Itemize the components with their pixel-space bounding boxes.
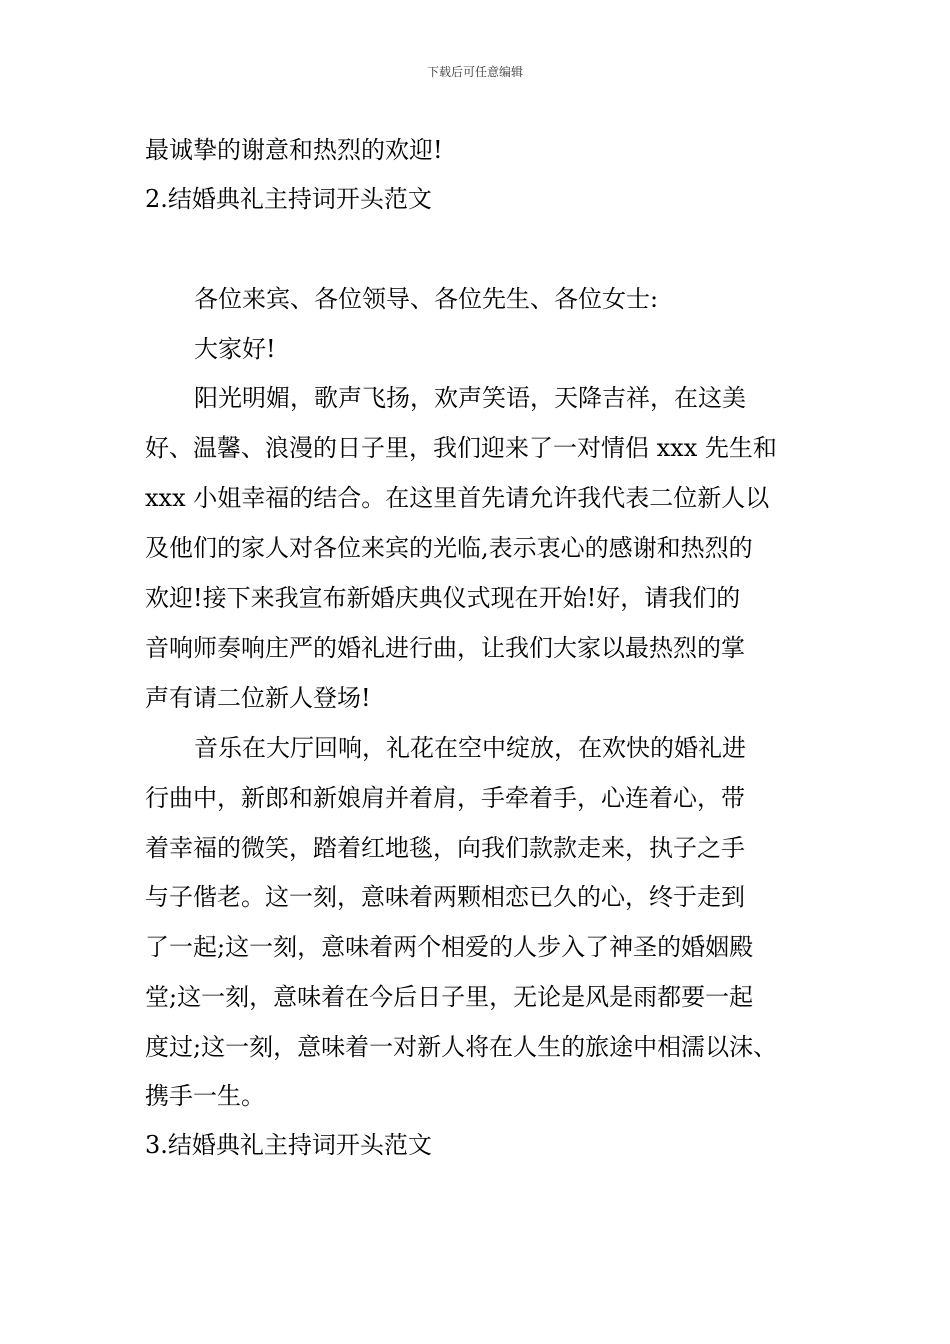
text-line: 及他们的家人对各位来宾的光临,表示衷心的感谢和热烈的 <box>145 534 753 562</box>
text-line: xxx 小姐幸福的结合。在这里首先请允许我代表二位新人以 <box>145 484 770 512</box>
section-heading: 3.结婚典礼主持词开头范文 <box>145 1131 432 1159</box>
text-line: 好、温馨、浪漫的日子里，我们迎来了一对情侣 xxx 先生和 <box>145 434 777 462</box>
text-line: 音响师奏响庄严的婚礼进行曲，让我们大家以最热烈的掌 <box>145 634 745 662</box>
text-line: 欢迎!接下来我宣布新婚庆典仪式现在开始!好，请我们的 <box>145 584 741 612</box>
text-line: 声有请二位新人登场! <box>145 684 371 712</box>
greeting: 大家好! <box>194 335 276 363</box>
page-header: 下载后可任意编辑 <box>426 65 523 79</box>
text-line: 阳光明媚，歌声飞扬，欢声笑语，天降吉祥，在这美 <box>194 384 746 412</box>
text-line: 携手一生。 <box>145 1082 265 1110</box>
text-line: 行曲中，新郎和新娘肩并着肩，手牵着手，心连着心，带 <box>145 784 745 812</box>
text-line: 音乐在大厅回响，礼花在空中绽放，在欢快的婚礼进 <box>194 734 746 762</box>
text-line: 最诚挚的谢意和热烈的欢迎! <box>145 136 443 164</box>
text-line: 堂;这一刻，意味着在今后日子里，无论是风是雨都要一起 <box>145 983 754 1011</box>
text-line: 了一起;这一刻，意味着两个相爱的人步入了神圣的婚姻殿 <box>145 933 754 961</box>
section-heading: 2.结婚典礼主持词开头范文 <box>145 185 432 213</box>
salutation: 各位来宾、各位领导、各位先生、各位女士: <box>194 285 659 313</box>
text-line: 与子偕老。这一刻，意味着两颗相恋已久的心，终于走到 <box>145 883 745 911</box>
text-line: 度过;这一刻，意味着一对新人将在人生的旅途中相濡以沫、 <box>145 1033 778 1061</box>
text-line: 着幸福的微笑，踏着红地毯，向我们款款走来，执子之手 <box>145 834 745 862</box>
